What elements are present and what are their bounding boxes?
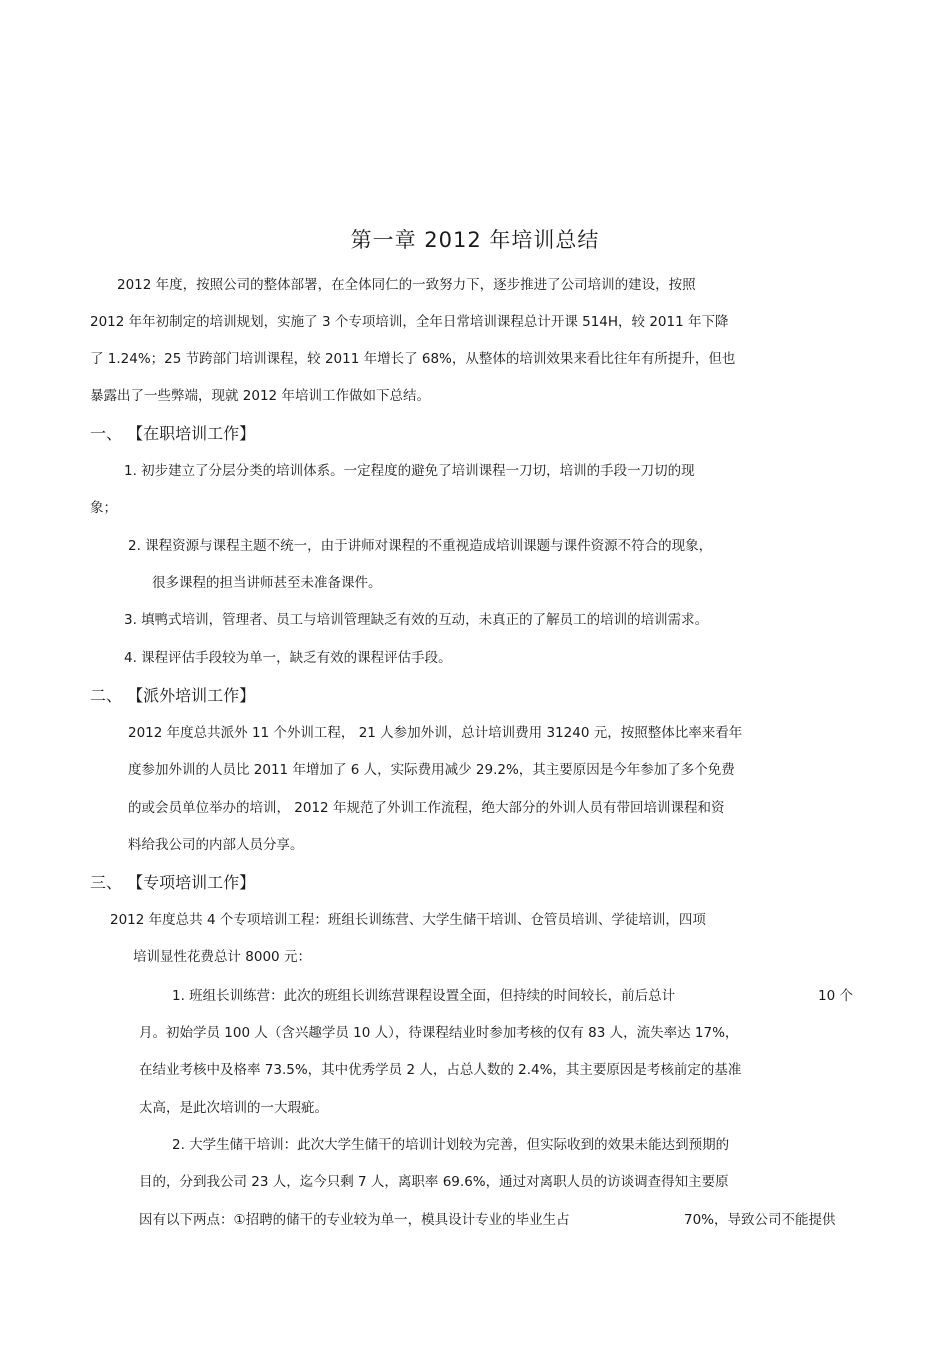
section2-line: 的或会员单位举办的培训， 2012 年规范了外训工作流程，绝大部分的外训人员有带回培训课程和资 — [128, 800, 725, 816]
section3-line: 1. 班组长训练营：此次的班组长训练营课程设置全面，但持续的时间较长，前后总计 — [172, 988, 676, 1004]
intro-line-2: 2012 年年初制定的培训规划，实施了 3 个专项培训，全年日常培训课程总计开课 514H，较 2011 年下降 — [90, 314, 729, 330]
section3-line: 月。初始学员 100 人（含兴趣学员 10 人），待课程结业时参加考核的仅有 83 人，流失率达 17%， — [139, 1025, 739, 1041]
section3-line: 因有以下两点：①招聘的储干的专业较为单一，模具设计专业的毕业生占 — [139, 1212, 570, 1228]
section-heading-onjob: 一、 【在职培训工作】 — [90, 424, 256, 443]
section3-line: 2. 大学生储干培训：此次大学生储干的培训计划较为完善，但实际收到的效果未能达到预期的 — [172, 1137, 730, 1153]
section-heading-external: 二、 【派外培训工作】 — [90, 686, 256, 705]
section2-line: 料给我公司的内部人员分享。 — [128, 837, 304, 853]
section2-line: 2012 年度总共派外 11 个外训工程， 21 人参加外训，总计培训费用 31240 元，按照整体比率来看年 — [128, 725, 743, 741]
section1-line: 2. 课程资源与课程主题不统一，由于讲师对课程的不重视造成培训课题与课件资源不符合的现象， — [128, 538, 713, 554]
section3-line: 培训显性花费总计 8000 元： — [133, 949, 311, 965]
section3-line: 10 个 — [818, 988, 853, 1004]
section-heading-special: 三、 【专项培训工作】 — [90, 873, 256, 892]
section1-line: 4. 课程评估手段较为单一，缺乏有效的课程评估手段。 — [124, 650, 452, 666]
section2-line: 度参加外训的人员比 2011 年增加了 6 人，实际费用减少 29.2%，其主要原因是今年参加了多个免费 — [128, 762, 735, 778]
section1-line: 1. 初步建立了分层分类的培训体系。一定程度的避免了培训课程一刀切，培训的手段一刀切的现 — [124, 463, 695, 479]
section3-line: 2012 年度总共 4 个专项培训工程：班组长训练营、大学生储干培训、仓管员培训、学徒培训，四项 — [110, 912, 706, 928]
section3-line: 太高，是此次培训的一大瑕疵。 — [139, 1100, 328, 1116]
section1-line: 3. 填鸭式培训，管理者、员工与培训管理缺乏有效的互动，未真正的了解员工的培训的培训需求。 — [124, 612, 709, 628]
section3-line: 70%，导致公司不能提供 — [684, 1212, 836, 1228]
intro-line-1: 2012 年度，按照公司的整体部署，在全体同仁的一致努力下，逐步推进了公司培训的建设，按照 — [117, 277, 696, 293]
intro-line-3: 了 1.24%；25 节跨部门培训课程，较 2011 年增长了 68%，从整体的培训效果来看比往年有所提升，但也 — [90, 351, 736, 367]
section3-line: 在结业考核中及格率 73.5%，其中优秀学员 2 人，占总人数的 2.4%，其主要原因是考核前定的基准 — [139, 1062, 742, 1078]
intro-line-4: 暴露出了一些弊端，现就 2012 年培训工作做如下总结。 — [90, 388, 430, 404]
chapter-title: 第一章 2012 年培训总结 — [350, 228, 600, 252]
section1-line: 很多课程的担当讲师甚至未准备课件。 — [152, 575, 382, 591]
section3-line: 目的，分到我公司 23 人，迄今只剩 7 人，离职率 69.6%，通过对离职人员的访谈调查得知主要原 — [139, 1174, 729, 1190]
section1-line: 象； — [90, 500, 117, 516]
